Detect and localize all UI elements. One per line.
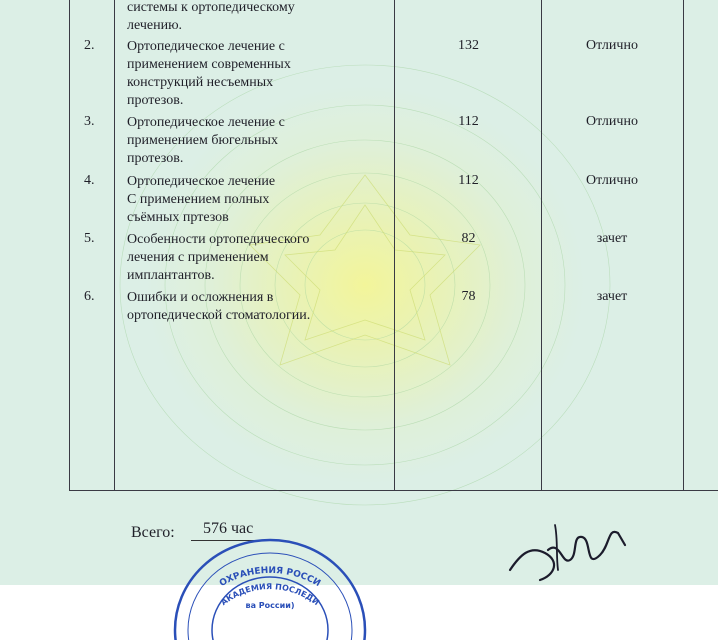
total-label: Всего: (131, 524, 175, 541)
total-value: 576 час (203, 520, 254, 537)
course-hours: 112 (458, 173, 479, 188)
row-number: 6. (84, 289, 95, 304)
course-hours: 82 (461, 231, 476, 246)
course-grade: зачет (596, 289, 628, 304)
row-number: 3. (84, 114, 95, 129)
table-border-name (394, 0, 395, 491)
table-border-num (114, 0, 115, 491)
course-hours: 112 (458, 114, 479, 129)
course-name: Ошибки и осложнения в ортопедической стоматологии. (127, 290, 311, 323)
course-grade: зачет (596, 231, 628, 246)
course-name: Ортопедическое лечение с применением бюгельных протезов. (127, 115, 285, 166)
table-border-left (69, 0, 70, 491)
row-number: 4. (84, 173, 95, 188)
course-grade: Отлично (586, 114, 638, 129)
course-name: Ортопедическое лечение С применением полных съёмных пртезов (127, 174, 276, 225)
stamp-text-low: ва России) (245, 601, 295, 610)
signature (500, 515, 630, 585)
course-grade: Отлично (586, 38, 638, 53)
official-stamp (170, 530, 370, 640)
course-hours: 78 (461, 289, 476, 304)
course-grade: Отлично (586, 173, 638, 188)
course-name: Особенности ортопедического лечения с применением имплантантов. (127, 232, 310, 283)
course-name: Ортопедическое лечение с применением современных конструкций несъемных протезов. (127, 39, 291, 108)
course-name: системы к ортопедическому лечению. (127, 0, 295, 33)
row-number: 2. (84, 38, 95, 53)
table-border-bottom (69, 490, 718, 491)
table-border-right (683, 0, 684, 491)
stamp-text-top: ОХРАНЕНИЯ РОССИ (217, 565, 323, 589)
course-hours: 132 (458, 38, 479, 53)
row-number: 5. (84, 231, 95, 246)
stamp-text-mid: АКАДЕМИЯ ПОСЛЕДИ (219, 582, 321, 608)
